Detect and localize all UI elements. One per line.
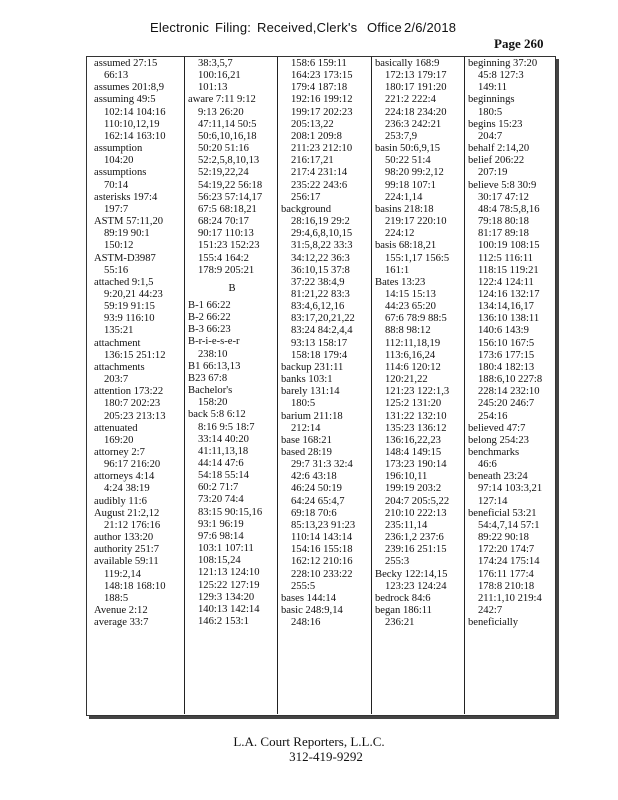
index-entry: B1 66:13,13 — [188, 360, 241, 372]
index-continuation: 199:17 202:23 — [291, 106, 353, 118]
index-continuation: 101:13 — [198, 82, 228, 94]
index-continuation: 120:21,22 — [385, 374, 428, 386]
index-continuation: 224:18 234:20 — [385, 106, 447, 118]
index-column-3 — [281, 58, 369, 712]
index-continuation: 110:10,12,19 — [104, 118, 160, 130]
index-continuation: 42:6 43:18 — [291, 471, 337, 483]
index-continuation: 236:1,2 237:6 — [385, 532, 444, 544]
index-continuation: 48:4 78:5,8,16 — [478, 203, 540, 215]
index-continuation: 113:6,16,24 — [385, 349, 436, 361]
index-continuation: 88:8 98:12 — [385, 325, 431, 337]
index-continuation: 73:20 74:4 — [198, 494, 244, 506]
index-continuation: 156:10 167:5 — [478, 337, 535, 349]
index-continuation: 197:7 — [104, 203, 129, 215]
index-continuation: 155:1,17 156:5 — [385, 252, 450, 264]
index-continuation: 83:17,20,21,22 — [291, 313, 355, 325]
index-continuation: 97:6 98:14 — [198, 530, 244, 542]
index-entry: beneficial 53:21 — [468, 507, 537, 519]
index-entry: Becky 122:14,15 — [375, 568, 448, 580]
index-entry: B-1 66:22 — [188, 299, 231, 311]
index-continuation: 100:19 108:15 — [478, 240, 540, 252]
index-continuation: 125:22 127:19 — [198, 579, 260, 591]
index-entry: basin 50:6,9,15 — [375, 143, 441, 155]
letter-heading: B — [228, 282, 236, 294]
index-continuation: 50:20 51:16 — [198, 143, 249, 155]
index-continuation: 179:4 187:18 — [291, 82, 348, 94]
index-entry: aware 7:11 9:12 — [188, 94, 256, 106]
index-continuation: 188:5 — [104, 592, 129, 604]
index-entry: believe 5:8 30:9 — [468, 179, 537, 191]
index-continuation: 112:5 116:11 — [478, 252, 534, 264]
index-continuation: 46:6 — [478, 459, 497, 471]
index-continuation: 207:19 — [478, 167, 508, 179]
index-entry: bases 144:14 — [281, 592, 337, 604]
index-continuation: 205:23 213:13 — [104, 410, 166, 422]
index-continuation: 151:23 152:23 — [198, 240, 260, 252]
index-entry: beginning 37:20 — [468, 58, 538, 69]
index-continuation: 199:19 203:2 — [385, 483, 442, 495]
page-number: Page 260 — [494, 36, 544, 51]
index-continuation: 104:20 — [104, 155, 134, 167]
index-entry: B-2 66:22 — [188, 312, 231, 324]
index-continuation: 118:15 119:21 — [478, 264, 539, 276]
index-continuation: 89:19 90:1 — [104, 228, 150, 240]
index-continuation: 102:14 104:16 — [104, 106, 166, 118]
index-continuation: 245:20 246:7 — [478, 398, 535, 410]
index-continuation: 180:17 191:20 — [385, 82, 447, 94]
index-continuation: 121:23 122:1,3 — [385, 386, 450, 398]
index-continuation: 135:23 136:12 — [385, 422, 447, 434]
index-entry: attention 173:22 — [94, 386, 164, 398]
index-continuation: 136:10 138:11 — [478, 313, 540, 325]
index-continuation: 255:3 — [385, 556, 410, 568]
index-continuation: 8:16 9:5 18:7 — [198, 421, 255, 433]
index-entry: barium 211:18 — [281, 410, 343, 422]
index-entry: assumed 27:15 — [94, 58, 158, 69]
index-continuation: 41:11,13,18 — [198, 445, 249, 457]
index-column-2 — [188, 58, 276, 712]
index-entry: basis 68:18,21 — [375, 240, 437, 252]
index-continuation: 235:22 243:6 — [291, 179, 348, 191]
index-entry: attorneys 4:14 — [94, 471, 155, 483]
header-electronic: Electronic — [150, 20, 210, 35]
court-reporter-name: L.A. Court Reporters, L.L.C. — [233, 734, 385, 749]
index-continuation: 9:20,21 44:23 — [104, 288, 163, 300]
index-entry: asterisks 197:4 — [94, 191, 158, 203]
index-column-1 — [94, 58, 182, 712]
index-continuation: 44:23 65:20 — [385, 301, 436, 313]
index-continuation: 29:4,6,8,10,15 — [291, 228, 353, 240]
index-continuation: 172:20 174:7 — [478, 544, 535, 556]
index-entry: attenuated — [94, 422, 138, 434]
index-continuation: 140:6 143:9 — [478, 325, 529, 337]
index-continuation: 50:22 51:4 — [385, 155, 431, 167]
index-continuation: 110:14 143:14 — [291, 532, 353, 544]
footer — [0, 734, 618, 764]
index-continuation: 96:17 216:20 — [104, 459, 161, 471]
index-continuation: 169:20 — [104, 434, 134, 446]
index-continuation: 60:2 71:7 — [198, 482, 239, 494]
index-continuation: 172:13 179:17 — [385, 70, 447, 82]
index-continuation: 67:5 68:18,21 — [198, 203, 257, 215]
index-continuation: 180:5 — [478, 106, 503, 118]
index-continuation: 210:10 222:13 — [385, 507, 447, 519]
index-continuation: 90:17 110:13 — [198, 228, 254, 240]
index-continuation: 103:1 107:11 — [198, 543, 254, 555]
index-continuation: 4:24 38:19 — [104, 483, 150, 495]
index-continuation: 14:15 15:13 — [385, 288, 436, 300]
index-continuation: 173:23 190:14 — [385, 459, 447, 471]
index-continuation: 81:21,22 83:3 — [291, 288, 350, 300]
index-continuation: 178:8 210:18 — [478, 580, 535, 592]
index-entry: attachments — [94, 361, 145, 373]
index-continuation: 158:18 179:4 — [291, 349, 348, 361]
index-entry: Avenue 2:12 — [94, 605, 148, 617]
column-divider — [277, 57, 278, 714]
index-continuation: 54:18 55:14 — [198, 470, 249, 482]
index-continuation: 235:11,14 — [385, 519, 428, 531]
index-continuation: 97:14 103:3,21 — [478, 483, 543, 495]
index-continuation: 59:19 91:15 — [104, 301, 155, 313]
index-column-4 — [375, 58, 463, 712]
index-entry: assuming 49:5 — [94, 94, 156, 106]
index-entry: average 33:7 — [94, 617, 149, 629]
index-continuation: 36:10,15 37:8 — [291, 264, 350, 276]
index-entry: basic 248:9,14 — [281, 605, 343, 617]
index-entry: beneath 23:24 — [468, 471, 528, 483]
index-continuation: 211:1,10 219:4 — [478, 592, 542, 604]
index-entry: background — [281, 203, 332, 215]
index-continuation: 21:12 176:16 — [104, 519, 161, 531]
index-continuation: 256:17 — [291, 191, 321, 203]
index-continuation: 221:2 222:4 — [385, 94, 436, 106]
index-continuation: 122:4 124:11 — [478, 276, 534, 288]
index-continuation: 238:10 — [198, 348, 228, 360]
index-continuation: 204:7 205:5,22 — [385, 495, 450, 507]
index-continuation: 108:15,24 — [198, 555, 241, 567]
index-entry: banks 103:1 — [281, 374, 333, 386]
index-entry: Bachelor's — [188, 385, 233, 397]
index-continuation: 150:12 — [104, 240, 134, 252]
index-continuation: 180:5 — [291, 398, 316, 410]
index-continuation: 134:14,16,17 — [478, 301, 534, 313]
index-continuation: 136:15 251:12 — [104, 349, 166, 361]
index-continuation: 70:14 — [104, 179, 129, 191]
index-continuation: 85:13,23 91:23 — [291, 519, 356, 531]
index-continuation: 140:13 142:14 — [198, 603, 260, 615]
index-continuation: 154:16 155:18 — [291, 544, 353, 556]
index-continuation: 180:4 182:13 — [478, 361, 535, 373]
index-entry: assumptions — [94, 167, 147, 179]
index-continuation: 204:7 — [478, 130, 503, 142]
index-continuation: 131:22 132:10 — [385, 410, 447, 422]
index-continuation: 178:9 205:21 — [198, 264, 255, 276]
index-continuation: 236:3 242:21 — [385, 118, 442, 130]
index-continuation: 31:5,8,22 33:3 — [291, 240, 353, 252]
index-entry: B-r-i-e-s-e-r — [188, 336, 240, 348]
index-continuation: 93:13 158:17 — [291, 337, 348, 349]
index-entry: beginnings — [468, 94, 515, 106]
index-continuation: 67:6 78:9 88:5 — [385, 313, 447, 325]
index-continuation: 242:7 — [478, 605, 503, 617]
index-continuation: 180:7 202:23 — [104, 398, 161, 410]
index-continuation: 79:18 80:18 — [478, 216, 529, 228]
index-entry: belief 206:22 — [468, 155, 525, 167]
index-continuation: 208:1 209:8 — [291, 130, 342, 142]
index-continuation: 217:4 231:14 — [291, 167, 348, 179]
index-continuation: 188:6,10 227:8 — [478, 374, 543, 386]
index-continuation: 83:24 84:2,4,4 — [291, 325, 353, 337]
frame-shadow-bottom — [89, 716, 559, 719]
index-entry: bedrock 84:6 — [375, 592, 431, 604]
index-continuation: 69:18 70:6 — [291, 507, 337, 519]
index-continuation: 135:21 — [104, 325, 134, 337]
index-entry: assumption — [94, 143, 143, 155]
index-entry: basically 168:9 — [375, 58, 440, 69]
index-continuation: 83:15 90:15,16 — [198, 506, 263, 518]
index-entry: begins 15:23 — [468, 118, 523, 130]
index-continuation: 212:14 — [291, 422, 321, 434]
index-continuation: 123:23 124:24 — [385, 580, 447, 592]
index-continuation: 162:14 163:10 — [104, 130, 166, 142]
index-continuation: 81:17 89:18 — [478, 228, 529, 240]
index-continuation: 54:4,7,14 57:1 — [478, 519, 540, 531]
index-entry: ASTM 57:11,20 — [94, 216, 164, 228]
index-entry: belong 254:23 — [468, 434, 529, 446]
index-continuation: 236:21 — [385, 617, 415, 629]
index-continuation: 216:17,21 — [291, 155, 334, 167]
index-entry: B-3 66:23 — [188, 324, 231, 336]
index-entry: available 59:11 — [94, 556, 159, 568]
index-continuation: 112:11,18,19 — [385, 337, 441, 349]
index-entry: audibly 11:6 — [94, 495, 147, 507]
index-continuation: 119:2,14 — [104, 568, 141, 580]
index-continuation: 196:10,11 — [385, 471, 428, 483]
index-continuation: 52:19,22,24 — [198, 167, 249, 179]
index-continuation: 224:1,14 — [385, 191, 423, 203]
court-reporter-phone: 312-419-9292 — [289, 749, 363, 764]
index-entry: attachment — [94, 337, 141, 349]
index-continuation: 129:3 134:20 — [198, 591, 255, 603]
index-entry: authority 251:7 — [94, 544, 160, 556]
index-continuation: 29:7 31:3 32:4 — [291, 459, 353, 471]
index-continuation: 66:13 — [104, 70, 129, 82]
index-continuation: 114:6 120:12 — [385, 361, 441, 373]
header-date: 2/6/2018 — [404, 20, 457, 35]
index-entry: back 5:8 6:12 — [188, 409, 246, 421]
index-continuation: 38:3,5,7 — [198, 58, 233, 69]
index-continuation: 124:16 132:17 — [478, 288, 540, 300]
index-continuation: 125:2 131:20 — [385, 398, 442, 410]
index-continuation: 158:6 159:11 — [291, 58, 347, 69]
index-entry: behalf 2:14,20 — [468, 143, 530, 155]
index-continuation: 56:23 57:14,17 — [198, 191, 263, 203]
index-continuation: 255:5 — [291, 580, 316, 592]
index-continuation: 211:23 212:10 — [291, 143, 353, 155]
index-continuation: 148:4 149:15 — [385, 447, 442, 458]
index-continuation: 162:12 210:16 — [291, 556, 353, 568]
index-continuation: 93:9 116:10 — [104, 313, 155, 325]
index-entry: barely 131:14 — [281, 386, 340, 398]
index-continuation: 164:23 173:15 — [291, 70, 353, 82]
column-divider — [184, 57, 185, 714]
index-continuation: 54:19,22 56:18 — [198, 179, 263, 191]
index-continuation: 174:24 175:14 — [478, 556, 540, 568]
index-continuation: 127:14 — [478, 495, 508, 507]
index-continuation: 161:1 — [385, 264, 410, 276]
index-continuation: 239:16 251:15 — [385, 544, 447, 556]
index-continuation: 121:13 124:10 — [198, 567, 260, 579]
index-continuation: 47:11,14 50:5 — [198, 118, 257, 130]
index-continuation: 89:22 90:18 — [478, 532, 529, 544]
index-continuation: 33:14 40:20 — [198, 433, 249, 445]
index-continuation: 99:18 107:1 — [385, 179, 436, 191]
index-continuation: 98:20 99:2,12 — [385, 167, 444, 179]
index-continuation: 176:11 177:4 — [478, 568, 534, 580]
index-continuation: 100:16,21 — [198, 70, 241, 82]
index-continuation: 224:12 — [385, 228, 415, 240]
index-continuation: 34:12,22 36:3 — [291, 252, 350, 264]
index-entry: attorney 2:7 — [94, 447, 145, 458]
index-continuation: 37:22 38:4,9 — [291, 276, 345, 288]
index-entry: August 21:2,12 — [94, 507, 160, 519]
index-continuation: 149:11 — [478, 82, 508, 94]
index-continuation: 155:4 164:2 — [198, 252, 249, 264]
index-continuation: 136:16,22,23 — [385, 434, 441, 446]
header-filing: Filing: — [215, 20, 252, 35]
index-entry: began 186:11 — [375, 605, 432, 617]
index-entry: basins 218:18 — [375, 203, 434, 215]
index-continuation: 192:16 199:12 — [291, 94, 353, 106]
index-entry: believed 47:7 — [468, 422, 526, 434]
index-continuation: 52:2,5,8,10,13 — [198, 155, 260, 167]
header-office: Office — [367, 20, 402, 35]
header-received: Received,Clerk's — [257, 20, 358, 35]
index-continuation: 83:4,6,12,16 — [291, 301, 345, 313]
column-divider — [371, 57, 372, 714]
index-entry: base 168:21 — [281, 434, 332, 446]
index-entry: backup 231:11 — [281, 361, 344, 373]
index-entry: assumes 201:8,9 — [94, 82, 165, 94]
index-continuation: 248:16 — [291, 617, 321, 629]
index-continuation: 46:24 50:19 — [291, 483, 342, 495]
index-continuation: 68:24 70:17 — [198, 216, 249, 228]
index-continuation: 45:8 127:3 — [478, 70, 524, 82]
index-entry: beneficially — [468, 617, 518, 629]
index-continuation: 148:18 168:10 — [104, 580, 166, 592]
index-entry: author 133:20 — [94, 532, 154, 544]
index-continuation: 228:10 233:22 — [291, 568, 353, 580]
index-entry: B23 67:8 — [188, 372, 228, 384]
column-divider — [464, 57, 465, 714]
index-continuation: 173:6 177:15 — [478, 349, 535, 361]
index-continuation: 203:7 — [104, 374, 129, 386]
index-continuation: 9:13 26:20 — [198, 106, 244, 118]
index-entry: Bates 13:23 — [375, 276, 426, 288]
frame-shadow-right — [556, 59, 559, 719]
index-continuation: 253:7,9 — [385, 130, 418, 142]
index-column-5 — [468, 58, 554, 712]
index-continuation: 64:24 65:4,7 — [291, 495, 345, 507]
index-continuation: 44:14 47:6 — [198, 458, 244, 469]
index-entry: ASTM-D3987 — [94, 252, 156, 264]
index-continuation: 254:16 — [478, 410, 508, 422]
index-continuation: 205:13,22 — [291, 118, 334, 130]
index-continuation: 228:14 232:10 — [478, 386, 540, 398]
index-continuation: 146:2 153:1 — [198, 616, 249, 628]
index-continuation: 219:17 220:10 — [385, 216, 447, 228]
index-continuation: 93:1 96:19 — [198, 518, 244, 530]
index-continuation: 55:16 — [104, 264, 129, 276]
index-continuation: 50:6,10,16,18 — [198, 130, 257, 142]
index-entry: attached 9:1,5 — [94, 276, 154, 288]
index-continuation: 30:17 47:12 — [478, 191, 529, 203]
index-entry: benchmarks — [468, 447, 520, 458]
index-entry: based 28:19 — [281, 447, 332, 458]
index-continuation: 28:16,19 29:2 — [291, 216, 350, 228]
index-continuation: 158:20 — [198, 397, 228, 409]
